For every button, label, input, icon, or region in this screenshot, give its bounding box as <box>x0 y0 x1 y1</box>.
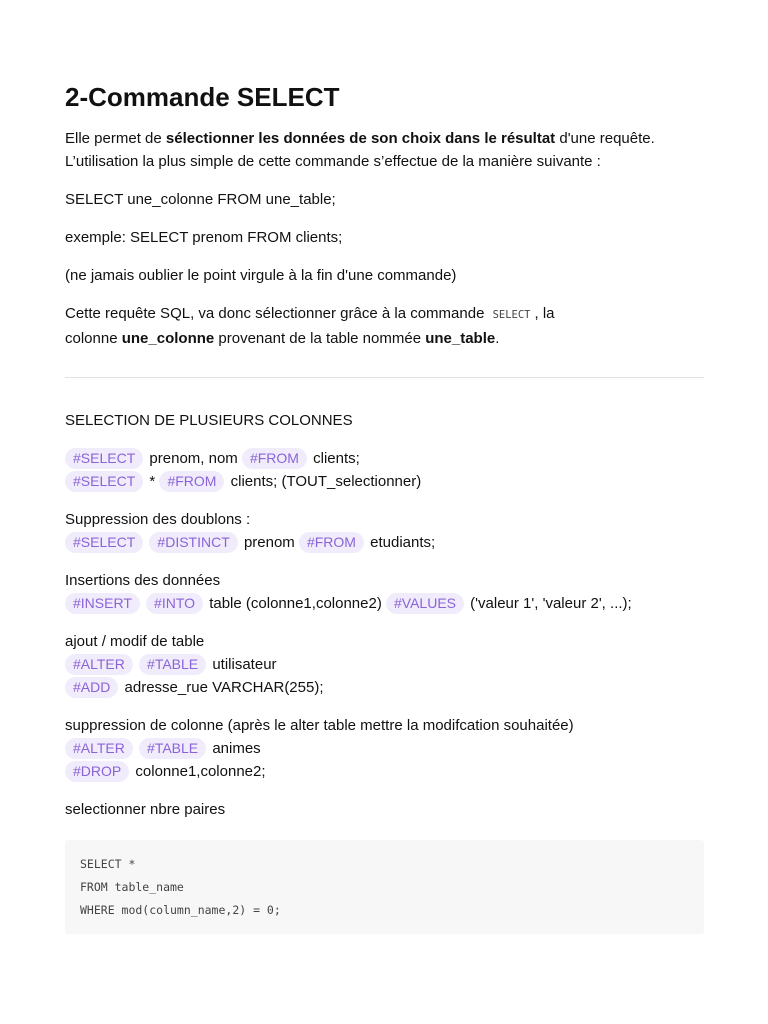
line-text: prenom <box>243 534 295 551</box>
tag-from[interactable]: #FROM <box>159 471 224 492</box>
bold-une-table: une_table <box>425 330 496 347</box>
explanation-text-3: colonne <box>65 330 122 347</box>
block-title: suppression de colonne (après le alter table mettre la modifcation souhaitée) <box>65 717 574 734</box>
block-title: selectionner nbre paires <box>65 801 226 818</box>
explanation-period: . <box>495 330 500 347</box>
line-text: utilisateur <box>212 656 277 673</box>
insert-block <box>65 569 704 615</box>
tag-select[interactable]: #SELECT <box>65 448 143 469</box>
line-text: ('valeur 1', 'valeur 2', ...); <box>470 595 632 612</box>
line-text: clients; <box>313 450 360 467</box>
tag-table[interactable]: #TABLE <box>139 654 206 675</box>
block-title: Insertions des données <box>65 572 221 589</box>
code-line <box>65 737 704 760</box>
tag-table[interactable]: #TABLE <box>139 738 206 759</box>
alter-add-block <box>65 630 704 699</box>
code-line <box>65 592 704 615</box>
intro-text-end: d'une requête. <box>555 130 655 147</box>
tag-values[interactable]: #VALUES <box>386 593 464 614</box>
tag-from[interactable]: #FROM <box>299 532 364 553</box>
explanation-paragraph <box>65 302 704 350</box>
code-line <box>65 531 704 554</box>
page-title: 2-Commande SELECT <box>65 82 340 112</box>
alter-drop-block <box>65 714 704 783</box>
code-line <box>65 760 704 783</box>
explanation-text-2: , la <box>534 305 555 322</box>
intro-text-line2: L’utilisation la plus simple de cette commande s’effectue de la manière suivante : <box>65 153 601 170</box>
code-line <box>65 676 704 699</box>
example-line: exemple: SELECT prenom FROM clients; <box>65 229 343 246</box>
tag-insert[interactable]: #INSERT <box>65 593 140 614</box>
select-columns-block <box>65 447 704 493</box>
block-title: ajout / modif de table <box>65 633 205 650</box>
tag-drop[interactable]: #DROP <box>65 761 129 782</box>
line-text: adresse_rue VARCHAR(255); <box>124 679 324 696</box>
distinct-block <box>65 508 704 554</box>
intro-bold-text: sélectionner les données de son choix dans le résultat <box>165 130 556 147</box>
syntax-line: SELECT une_colonne FROM une_table; <box>65 191 336 208</box>
line-text: colonne1,colonne2; <box>135 763 266 780</box>
line-text: * <box>149 473 156 490</box>
tag-alter[interactable]: #ALTER <box>65 738 133 759</box>
explanation-text-4: provenant de la table nommée <box>214 330 426 347</box>
tag-select[interactable]: #SELECT <box>65 532 143 553</box>
tag-from[interactable]: #FROM <box>242 448 307 469</box>
even-rows-block <box>65 798 704 934</box>
line-text: etudiants; <box>370 534 436 551</box>
tag-select[interactable]: #SELECT <box>65 471 143 492</box>
intro-paragraph <box>65 127 704 173</box>
line-text: clients; (TOUT_selectionner) <box>230 473 422 490</box>
bold-une-colonne: une_colonne <box>121 330 215 347</box>
code-line <box>65 447 704 470</box>
section-heading: SELECTION DE PLUSIEURS COLONNES <box>65 412 353 429</box>
line-text: table (colonne1,colonne2) <box>209 595 382 612</box>
tag-into[interactable]: #INTO <box>146 593 203 614</box>
line-text: animes <box>212 740 261 757</box>
tag-add[interactable]: #ADD <box>65 677 118 698</box>
line-text: prenom, nom <box>149 450 238 467</box>
inline-code-select: SELECT <box>492 309 531 321</box>
note-line: (ne jamais oublier le point virgule à la fin d'une commande) <box>65 267 457 284</box>
intro-text: Elle permet de <box>65 130 166 147</box>
block-title: Suppression des doublons : <box>65 511 251 528</box>
code-line <box>65 470 704 493</box>
tag-distinct[interactable]: #DISTINCT <box>149 532 237 553</box>
explanation-text: Cette requête SQL, va donc sélectionner grâce à la commande <box>65 305 489 322</box>
tag-alter[interactable]: #ALTER <box>65 654 133 675</box>
code-line <box>65 653 704 676</box>
code-block: SELECT * FROM table_name WHERE mod(column_name,2) = 0; <box>65 840 704 934</box>
section-divider <box>65 377 704 378</box>
